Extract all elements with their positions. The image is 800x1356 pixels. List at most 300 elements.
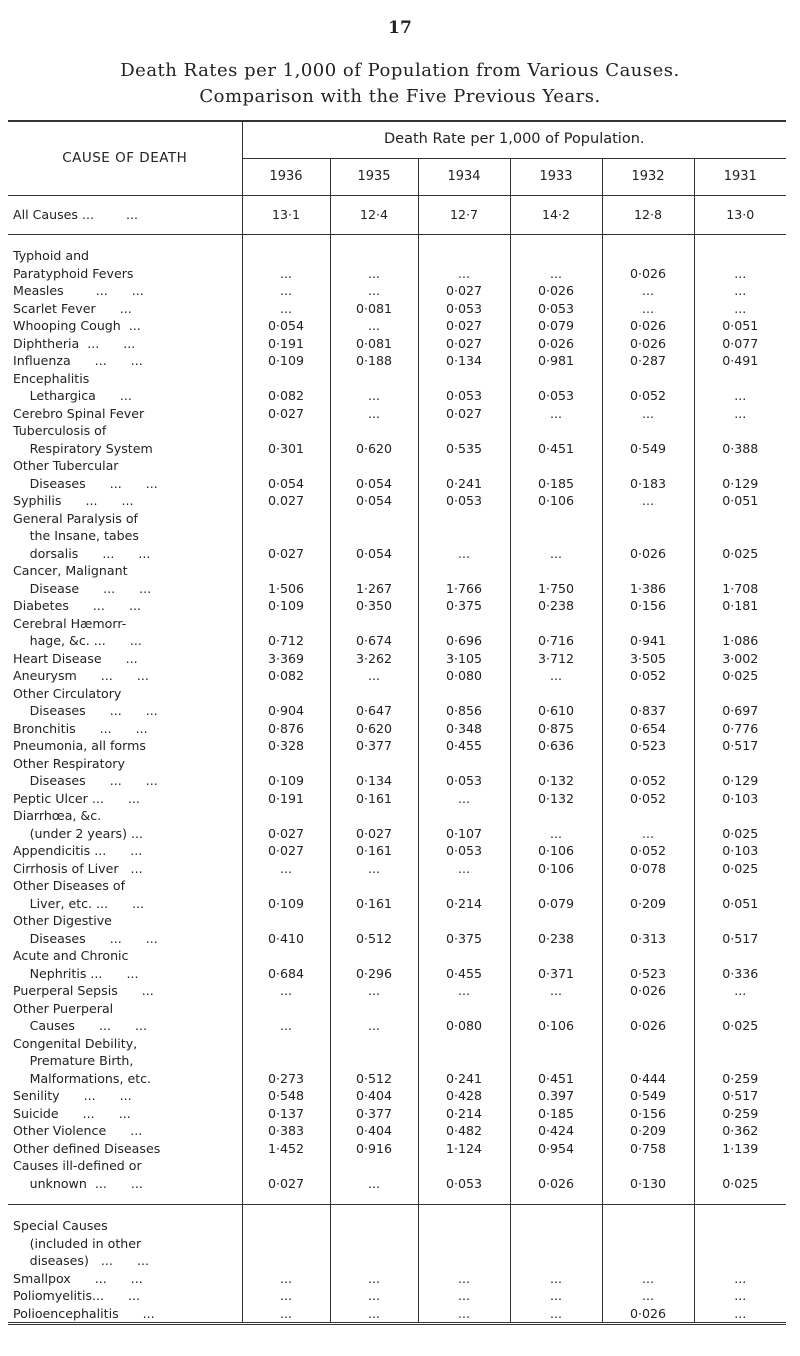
spacer-cell	[8, 235, 242, 248]
rate-value: 0·375	[418, 597, 510, 615]
rate-value: 0·078	[602, 860, 694, 878]
rate-value: 0·377	[330, 737, 418, 755]
rate-value: 0·183	[602, 457, 694, 492]
rate-value: ...	[418, 247, 510, 282]
cause-cell	[8, 1157, 242, 1205]
rate-group-header: Death Rate per 1,000 of Population.	[242, 121, 786, 159]
cause-label: Whooping Cough ...	[13, 318, 141, 333]
cause-label: diseases) ... ...	[13, 1253, 149, 1268]
rate-value: 0·181	[694, 597, 786, 615]
rate-value: 0·025	[694, 1157, 786, 1205]
rate-value: ...	[330, 247, 418, 282]
table-row	[8, 807, 786, 842]
cause-label: Diseases ... ...	[13, 475, 158, 491]
rate-value: 3·002	[694, 650, 786, 668]
cause-label: Other Digestive	[13, 913, 112, 928]
cause-cell	[8, 510, 242, 563]
rate-value: 13·1	[242, 196, 330, 235]
rate-value: 0·377	[330, 1105, 418, 1123]
spacer-cell	[242, 235, 330, 248]
rate-value: 0·428	[418, 1087, 510, 1105]
rate-value: 0·328	[242, 737, 330, 755]
cause-label: Cancer, Malignant	[13, 563, 128, 578]
cause-label: Malformations, etc.	[13, 1070, 152, 1086]
rate-value: 0·025	[694, 1000, 786, 1035]
rate-value: 0·027	[242, 510, 330, 563]
rate-value: 0·185	[510, 457, 602, 492]
rate-value: 12·7	[418, 196, 510, 235]
rate-value: ...	[330, 860, 418, 878]
rate-value: 0·052	[602, 667, 694, 685]
table-row	[8, 947, 786, 982]
rate-value: 0·904	[242, 685, 330, 720]
rate-value: 0·027	[242, 842, 330, 860]
rate-value: 1·766	[418, 562, 510, 597]
rate-value: 0.397	[510, 1087, 602, 1105]
rate-value: ...	[330, 370, 418, 405]
cause-label: Measles ... ...	[13, 283, 144, 298]
cause-label: Senility ... ...	[13, 1088, 132, 1103]
rate-value: 0·424	[510, 1122, 602, 1140]
rate-value: 0·451	[510, 422, 602, 457]
rate-value: ...	[330, 1287, 418, 1305]
rate-value: 0·654	[602, 720, 694, 738]
rate-value: 0·188	[330, 352, 418, 370]
rate-value: ...	[242, 1270, 330, 1288]
table-row	[8, 1305, 786, 1324]
cause-label: (included in other	[13, 1235, 142, 1251]
table-row	[8, 737, 786, 755]
rate-value: 0·027	[330, 807, 418, 842]
rate-value: 0·444	[602, 1035, 694, 1088]
rate-value: 0·054	[242, 317, 330, 335]
rate-value: ...	[694, 1287, 786, 1305]
table-row	[8, 1217, 786, 1270]
table-row	[8, 650, 786, 668]
rate-value: 0·455	[418, 737, 510, 755]
cause-label: Encephalitis	[13, 370, 90, 386]
table-row	[8, 842, 786, 860]
rate-value: 1·386	[602, 562, 694, 597]
rate-value: 1·267	[330, 562, 418, 597]
rate-value: ...	[330, 1305, 418, 1324]
rate-value: 0·716	[510, 615, 602, 650]
rate-value: 0·273	[242, 1035, 330, 1088]
cause-cell	[8, 912, 242, 947]
cause-label: Liver, etc. ... ...	[13, 895, 145, 911]
rate-value: ...	[602, 807, 694, 842]
spacer-cell	[510, 235, 602, 248]
rate-value: 0·776	[694, 720, 786, 738]
year-header: 1933	[510, 159, 602, 196]
rate-value: 0·027	[418, 335, 510, 353]
title-line-1: Death Rates per 1,000 of Population from Various Causes.	[120, 60, 680, 81]
spacer-cell	[510, 1205, 602, 1218]
rate-value: 0·026	[602, 1000, 694, 1035]
rate-value: 0·674	[330, 615, 418, 650]
rate-value: 0·106	[510, 1000, 602, 1035]
rate-value: 0·134	[330, 755, 418, 790]
rate-value: 0·209	[602, 877, 694, 912]
rate-value: 1·139	[694, 1140, 786, 1158]
rate-value: 0·549	[602, 1087, 694, 1105]
rate-value: 0·052	[602, 790, 694, 808]
cause-label: Special Causes	[13, 1218, 108, 1233]
cause-label: Causes ill-defined or	[13, 1158, 142, 1173]
rate-value	[510, 1217, 602, 1270]
rate-value: ...	[418, 982, 510, 1000]
spacer-row	[8, 235, 786, 248]
cause-label: Other Respiratory	[13, 755, 125, 771]
cause-label: Tuberculosis of	[13, 423, 107, 438]
rate-value	[242, 1217, 330, 1270]
rate-value: ...	[694, 247, 786, 282]
rate-value: 1·708	[694, 562, 786, 597]
cause-label: Diarrhœa, &c.	[13, 808, 102, 823]
cause-label: unknown ... ...	[13, 1175, 143, 1191]
rate-value: 1·124	[418, 1140, 510, 1158]
rate-value: 1·506	[242, 562, 330, 597]
rate-value: 3·105	[418, 650, 510, 668]
rate-value: 0·054	[330, 510, 418, 563]
rate-value: 0·081	[330, 335, 418, 353]
rate-value: 0·054	[330, 457, 418, 492]
rate-value: 0.027	[242, 492, 330, 510]
rate-value: 0·027	[418, 405, 510, 423]
rate-value: ...	[694, 1305, 786, 1324]
rate-value: 0·132	[510, 755, 602, 790]
cause-label: Typhoid and	[13, 248, 90, 263]
cause-cell	[8, 1305, 242, 1324]
table-row	[8, 720, 786, 738]
rate-value: 0·025	[694, 667, 786, 685]
rate-value: 0·981	[510, 352, 602, 370]
rate-value: 0·856	[418, 685, 510, 720]
rate-value: 0·610	[510, 685, 602, 720]
table-row	[8, 1000, 786, 1035]
rate-value: 0·109	[242, 755, 330, 790]
year-header: 1934	[418, 159, 510, 196]
rate-value: 0·296	[330, 947, 418, 982]
cause-label: Cerebral Hæmorr-	[13, 615, 127, 631]
rate-value: 0·027	[418, 282, 510, 300]
rate-value: 0·106	[510, 860, 602, 878]
table-row	[8, 1287, 786, 1305]
rate-value: 0·053	[510, 300, 602, 318]
cause-cell	[8, 352, 242, 370]
rate-value	[694, 1217, 786, 1270]
rate-value: 0·549	[602, 422, 694, 457]
rate-value: 0·052	[602, 755, 694, 790]
cause-label: Suicide ... ...	[13, 1105, 131, 1121]
rate-value	[602, 1217, 694, 1270]
rate-value: 12·4	[330, 196, 418, 235]
rate-value: 0·026	[510, 335, 602, 353]
rate-value: 0·259	[694, 1105, 786, 1123]
rate-value: 0·026	[602, 335, 694, 353]
cause-cell	[8, 370, 242, 405]
rate-value: ...	[330, 405, 418, 423]
cause-cell	[8, 860, 242, 878]
rate-value: 0·077	[694, 335, 786, 353]
rate-value: 0·103	[694, 842, 786, 860]
cause-cell	[8, 282, 242, 300]
rate-value: ...	[418, 1305, 510, 1324]
rate-value: ...	[330, 1270, 418, 1288]
rate-value: ...	[510, 1287, 602, 1305]
cause-label: Premature Birth,	[13, 1053, 134, 1068]
table-row	[8, 335, 786, 353]
rate-value: 0·636	[510, 737, 602, 755]
rate-value: ...	[242, 982, 330, 1000]
rate-value: 0·052	[602, 842, 694, 860]
table-row	[8, 457, 786, 492]
cause-label: Smallpox ... ...	[13, 1270, 143, 1286]
cause-label: Bronchitis ... ...	[13, 720, 148, 736]
rate-value: ...	[242, 247, 330, 282]
cause-cell	[8, 615, 242, 650]
rate-value: 0·517	[694, 1087, 786, 1105]
cause-label: hage, &c. ... ...	[13, 633, 142, 648]
cause-label: (under 2 years) ...	[13, 825, 143, 841]
rate-value: 12·8	[602, 196, 694, 235]
rate-value: 0·517	[694, 912, 786, 947]
cause-label: Peptic Ulcer ... ...	[13, 790, 140, 806]
rate-value: 0·404	[330, 1087, 418, 1105]
rate-value: ...	[510, 510, 602, 563]
rate-value: ...	[330, 317, 418, 335]
rate-value: 0·482	[418, 1122, 510, 1140]
rate-value: 0·350	[330, 597, 418, 615]
rate-value: 0·647	[330, 685, 418, 720]
rate-value: 0·161	[330, 790, 418, 808]
rate-value	[418, 1217, 510, 1270]
rate-value: 0·876	[242, 720, 330, 738]
table-row	[8, 510, 786, 563]
rate-value: 0·053	[418, 370, 510, 405]
rate-value: 0·209	[602, 1122, 694, 1140]
cause-label: General Paralysis of	[13, 510, 138, 526]
cause-label: Nephritis ... ...	[13, 965, 139, 981]
rate-value: 0·053	[418, 1157, 510, 1205]
spacer-cell	[242, 1205, 330, 1218]
rate-value: ...	[242, 1287, 330, 1305]
rate-value: ...	[418, 1287, 510, 1305]
rate-value: 0·161	[330, 877, 418, 912]
cause-cell	[8, 1270, 242, 1288]
rate-value: 0·082	[242, 667, 330, 685]
cause-label: Diseases ... ...	[13, 703, 158, 718]
rate-value: ...	[242, 282, 330, 300]
cause-label: the Insane, tabes	[13, 528, 139, 543]
rate-value: 0·548	[242, 1087, 330, 1105]
table-row	[8, 1270, 786, 1288]
rate-value: 0·697	[694, 685, 786, 720]
cause-cell	[8, 1140, 242, 1158]
cause-cell	[8, 1217, 242, 1270]
rate-value: ...	[242, 300, 330, 318]
rate-value: 0·535	[418, 422, 510, 457]
cause-cell	[8, 877, 242, 912]
rate-value: ...	[694, 405, 786, 423]
rate-value: ...	[330, 1157, 418, 1205]
table-row	[8, 422, 786, 457]
rate-value: ...	[694, 982, 786, 1000]
cause-label: Aneurysm ... ...	[13, 668, 149, 683]
death-rates-table	[8, 120, 786, 1325]
rate-value: 0·130	[602, 1157, 694, 1205]
rate-value: ...	[242, 1305, 330, 1324]
spacer-cell	[330, 1205, 418, 1218]
rate-value: 0·451	[510, 1035, 602, 1088]
rate-value: ...	[510, 247, 602, 282]
rate-value: 0·214	[418, 877, 510, 912]
rate-value: 0·185	[510, 1105, 602, 1123]
cause-label: Heart Disease ...	[13, 650, 138, 666]
rate-value: 0·512	[330, 912, 418, 947]
cause-label: Cerebro Spinal Fever	[13, 405, 145, 421]
rate-value: 0·348	[418, 720, 510, 738]
rate-value: ...	[418, 860, 510, 878]
cause-cell	[8, 755, 242, 790]
rate-value: 0·287	[602, 352, 694, 370]
rate-value: 0·109	[242, 597, 330, 615]
rate-value: ...	[330, 282, 418, 300]
table-body	[8, 196, 786, 1324]
rate-value: 0·053	[418, 492, 510, 510]
rate-value: 0·313	[602, 912, 694, 947]
table-row	[8, 667, 786, 685]
rate-value: 0·404	[330, 1122, 418, 1140]
cause-label: Other Diseases of	[13, 878, 125, 893]
rate-value: 0·156	[602, 1105, 694, 1123]
rate-value: 0·238	[510, 597, 602, 615]
table-row	[8, 755, 786, 790]
cause-cell	[8, 720, 242, 738]
cause-cell	[8, 1000, 242, 1035]
rate-value: 0·875	[510, 720, 602, 738]
table-row	[8, 1157, 786, 1205]
cause-cell	[8, 947, 242, 982]
cause-label: Polioencephalitis ...	[13, 1305, 155, 1321]
spacer-cell	[330, 235, 418, 248]
rate-value: 0·051	[694, 492, 786, 510]
rate-value: 0·054	[330, 492, 418, 510]
rate-value: 0·025	[694, 807, 786, 842]
table-row	[8, 1105, 786, 1123]
rate-value: 0·712	[242, 615, 330, 650]
table-row	[8, 685, 786, 720]
spacer-cell	[694, 235, 786, 248]
rate-value: 0·082	[242, 370, 330, 405]
rate-value: 0·080	[418, 667, 510, 685]
table-row	[8, 597, 786, 615]
rate-value: 3·262	[330, 650, 418, 668]
table-row	[8, 982, 786, 1000]
table-row	[8, 562, 786, 597]
title-line-2: Comparison with the Five Previous Years.	[199, 86, 601, 107]
rate-value: 0·362	[694, 1122, 786, 1140]
rate-value: 0·052	[602, 370, 694, 405]
cause-label: Paratyphoid Fevers	[13, 265, 134, 281]
rate-value: 0·512	[330, 1035, 418, 1088]
table-row	[8, 1122, 786, 1140]
rate-value: 0·026	[602, 247, 694, 282]
rate-value: 0·954	[510, 1140, 602, 1158]
cause-cell	[8, 1287, 242, 1305]
cause-cell	[8, 650, 242, 668]
rate-value: 3·712	[510, 650, 602, 668]
rate-value: 0·259	[694, 1035, 786, 1088]
all-causes-row	[8, 196, 786, 235]
rate-value: 0·134	[418, 352, 510, 370]
rate-value: 0·053	[418, 755, 510, 790]
cause-label: Influenza ... ...	[13, 353, 143, 368]
rate-value: ...	[242, 860, 330, 878]
rate-value: ...	[510, 667, 602, 685]
rate-value: 0·410	[242, 912, 330, 947]
cause-cell	[8, 457, 242, 492]
rate-value: 0·758	[602, 1140, 694, 1158]
cause-header: CAUSE OF DEATH	[8, 121, 242, 196]
cause-label: dorsalis ... ...	[13, 545, 151, 561]
table-row	[8, 282, 786, 300]
rate-value: 0·129	[694, 457, 786, 492]
page-number: 17	[388, 18, 412, 38]
cause-cell	[8, 667, 242, 685]
rate-value: 0·079	[510, 317, 602, 335]
rate-value: 0·109	[242, 877, 330, 912]
table-row	[8, 877, 786, 912]
table-row	[8, 247, 786, 282]
rate-value: ...	[602, 405, 694, 423]
cause-label: Respiratory System	[13, 440, 153, 456]
rate-value: 3·369	[242, 650, 330, 668]
cause-cell	[8, 737, 242, 755]
rate-value: 0·026	[602, 982, 694, 1000]
rate-value: 0·026	[602, 510, 694, 563]
rate-value: 0·053	[510, 370, 602, 405]
spacer-row	[8, 1205, 786, 1218]
rate-value: 0·053	[418, 300, 510, 318]
rate-value: 0·214	[418, 1105, 510, 1123]
rate-value: 0·156	[602, 597, 694, 615]
cause-label: Pneumonia, all forms	[13, 738, 146, 753]
rate-value: 1·086	[694, 615, 786, 650]
rate-value: 0·916	[330, 1140, 418, 1158]
spacer-cell	[602, 1205, 694, 1218]
cause-label: Other Tubercular	[13, 458, 119, 473]
table-row	[8, 405, 786, 423]
rate-value: 0·301	[242, 422, 330, 457]
table-row	[8, 860, 786, 878]
cause-cell	[8, 790, 242, 808]
rate-value: 0·241	[418, 1035, 510, 1088]
cause-cell	[8, 685, 242, 720]
rate-value: 0·620	[330, 720, 418, 738]
cause-label: Puerperal Sepsis ...	[13, 983, 154, 998]
cause-cell	[8, 300, 242, 318]
rate-value: 0·103	[694, 790, 786, 808]
rate-value: 0·191	[242, 335, 330, 353]
rate-value: 0·054	[242, 457, 330, 492]
rate-value: ...	[242, 1000, 330, 1035]
rate-value: 0·027	[242, 405, 330, 423]
table-row	[8, 615, 786, 650]
cause-label: Other Violence ...	[13, 1123, 143, 1138]
rate-value: 0·523	[602, 947, 694, 982]
rate-value: 0·383	[242, 1122, 330, 1140]
